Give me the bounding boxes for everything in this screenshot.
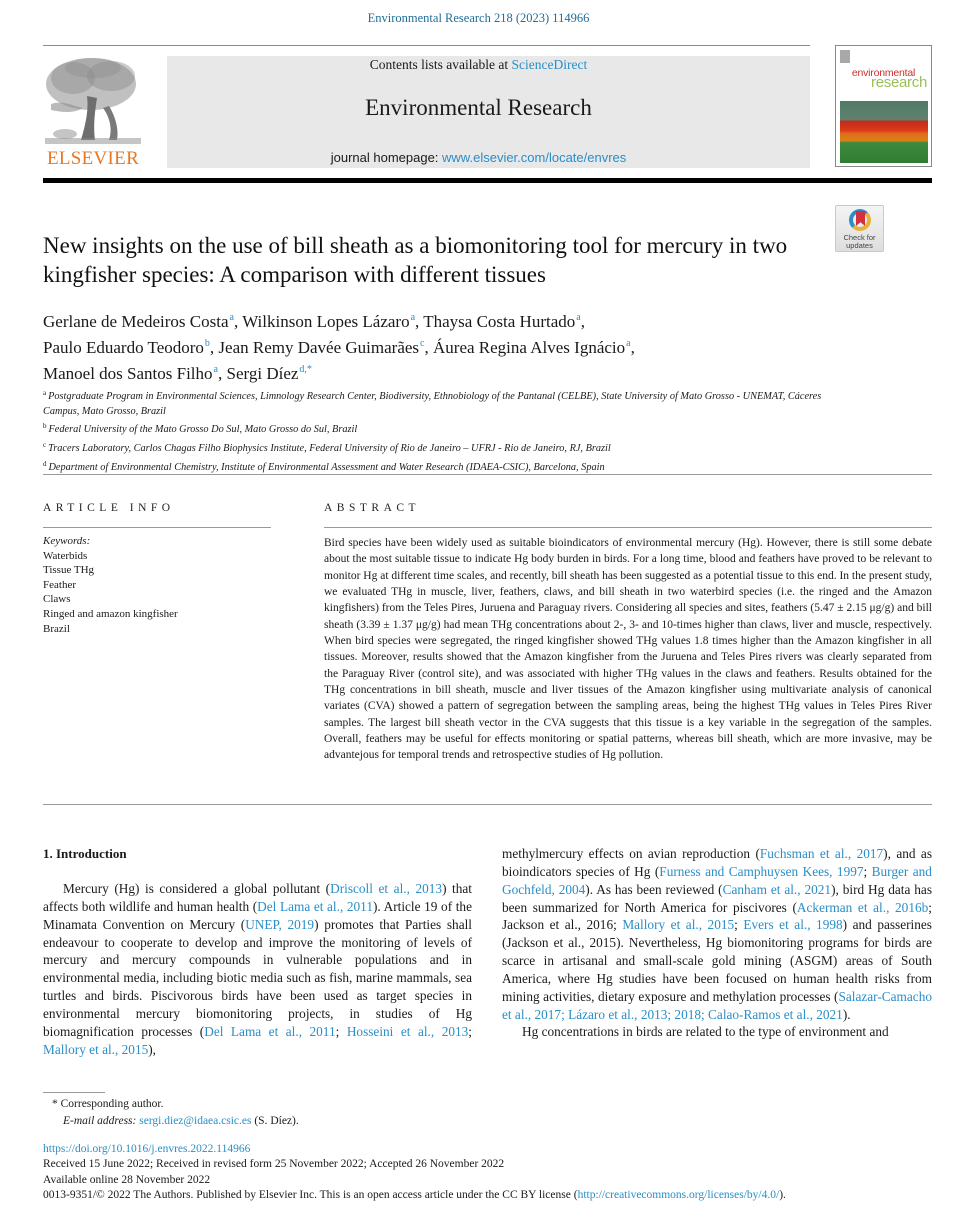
- body-text: ).: [842, 1006, 851, 1022]
- running-head: Environmental Research 218 (2023) 114966: [367, 11, 590, 25]
- body-text: ;: [734, 917, 744, 933]
- author-separator: ,: [218, 364, 227, 383]
- keyword-item: Tissue THg: [43, 564, 95, 577]
- keyword-item: Feather: [43, 578, 76, 591]
- author-affiliation-marker[interactable]: d,*: [299, 364, 312, 375]
- keyword-item: Ringed and amazon kingfisher: [43, 607, 178, 620]
- abstract-rule: [324, 527, 932, 528]
- abstract-text: Bird species have been widely used as suitable bioindicators of environmental mercury (Hg). However, there is still some debate about the most suitable tissue to indicate Hg body burden in birds. For a long time, blood and feathers have proved to be relevant to monitor Hg at different time scales, and recently, bill sheath has been suggested as a potential tissue to this end. In the present study, we evaluated THg in muscle, liver, feathers, claws, and bill sheath in two waterbird species (i.e. the ringed and the Amazon kingfishers) from the Teles Pires, Juruena and Paraguay rivers. Considering all species and sites, feathers (5.47 ± 2.15 μg/g) and bill sheath (3.39 ± 1.37 μg/g) had mean THg concentrations about 2-, 3- and 10-times higher than claws, liver and muscle, respectively. When bird species were segregated, the ringed kingfisher showed THg values 1.8 times higher than the Amazon kingfisher in all tissues. Moreover, results showed that the Amazon kingfisher from the Juruena and Teles Pires rivers was clearly separated from the Paraguay River (control site), and was associated with higher THg values in the claws and feathers. Results obtained for the THg concentrations in bill sheath, muscle and liver tissues of the Amazon kingfisher using multivariate analysis of canonical variates (CVA) showed a pattern of segregation between the sampling areas, being the highest THg values in Teles Pires River samples. The largest bill sheath vector in the CVA suggests that this tissue is a key variable in the segregation of the samples. Overall, feathers may be useful for effects monitoring or spatial patterns, whereas bill sheath, which are more invasive, may be advantejous for temporal trends and retrospective studies of Hg pollution.: [324, 537, 932, 762]
- affiliation-c: [43, 438, 843, 457]
- author-affiliation-marker[interactable]: b: [204, 338, 210, 349]
- author-name[interactable]: Sergi Díez: [226, 364, 299, 383]
- citation-link[interactable]: Del Lama et al., 2011: [204, 1023, 336, 1039]
- author-list: [43, 307, 823, 385]
- author-separator: ,: [233, 312, 243, 331]
- affiliation-text: Federal University of the Mato Grosso Do Sul, Mato Grosso do Sul, Brazil: [48, 424, 358, 436]
- cover-title-line-2: research: [871, 74, 927, 91]
- intro-paragraph-1: [43, 880, 472, 1058]
- author-affiliation-marker[interactable]: a: [213, 364, 218, 375]
- body-text: ;: [468, 1023, 472, 1039]
- citation-link[interactable]: Fuchsman et al., 2017: [759, 846, 884, 861]
- available-online: Available online 28 November 2022: [43, 1173, 211, 1186]
- body-text: ;: [335, 1023, 347, 1039]
- homepage-prefix: journal homepage:: [330, 150, 443, 165]
- keyword-item: Waterbids: [43, 549, 88, 562]
- affiliation-text: Department of Environmental Chemistry, Institute of Environmental Assessment and Water Research (IDAEA-CSIC), Barcelona, Spain: [48, 461, 605, 473]
- keywords-label: Keywords:: [43, 535, 91, 547]
- email-label: E-mail address:: [63, 1115, 137, 1127]
- body-text: ). Article 19 of the Minamata Convention on Mercury (: [43, 898, 472, 932]
- homepage-link[interactable]: www.elsevier.com/locate/envres: [442, 150, 627, 165]
- affiliation-b: [43, 419, 843, 438]
- author-affiliation-marker[interactable]: a: [410, 312, 416, 323]
- author-affiliation-marker[interactable]: c: [420, 338, 425, 349]
- article-info-rule: [43, 527, 271, 528]
- body-text: Mercury (Hg) is considered a global pollutant (: [63, 881, 331, 896]
- body-text: ),: [148, 1041, 157, 1057]
- citation-link[interactable]: Hosseini et al., 2013: [346, 1023, 469, 1039]
- intro-right-column: [502, 845, 932, 1041]
- doi-link[interactable]: https://doi.org/10.1016/j.envres.2022.114966: [43, 1143, 251, 1155]
- body-text: ), bird Hg data has been summarized for North America for piscivores (: [502, 881, 932, 915]
- author-separator: ,: [580, 312, 585, 331]
- introduction-heading: 1. Introduction: [43, 846, 127, 861]
- citation-link[interactable]: Evers et al., 1998: [743, 917, 843, 933]
- abstract-divider: [43, 804, 932, 805]
- keyword-list: [43, 549, 273, 637]
- keyword-item: Brazil: [43, 622, 70, 635]
- author-affiliation-marker[interactable]: a: [626, 338, 631, 349]
- author-separator: ,: [630, 338, 635, 357]
- footnote-rule: [43, 1092, 105, 1093]
- contents-line: [0, 57, 957, 73]
- cover-image: [840, 101, 928, 163]
- license-link[interactable]: http://creativecommons.org/licenses/by/4.0/: [577, 1188, 780, 1201]
- citation-link[interactable]: Furness and Camphuysen Kees, 1997: [659, 863, 864, 879]
- citation-link[interactable]: Del Lama et al., 2011: [257, 898, 373, 914]
- elsevier-wordmark: ELSEVIER: [46, 148, 140, 169]
- citation-link[interactable]: UNEP, 2019: [245, 916, 315, 932]
- journal-banner: [167, 56, 810, 168]
- citation-link[interactable]: Burger and Gochfeld, 2004: [502, 863, 932, 897]
- affiliation-marker: b: [43, 422, 47, 431]
- body-text: ). As has been reviewed (: [585, 881, 723, 897]
- author-name[interactable]: Manoel dos Santos Filho: [43, 364, 213, 383]
- article-title: New insights on the use of bill sheath as a biomonitoring tool for mercury in two kingfisher species: A comparison with different tissues: [43, 233, 788, 287]
- citation-link[interactable]: Salazar-Camacho et al., 2017; Lázaro et al., 2013; 2018; Calao-Ramos et al., 2021: [502, 988, 932, 1022]
- corresponding-author-note: * Corresponding author.: [52, 1098, 164, 1110]
- email-link[interactable]: sergi.diez@idaea.csic.es: [139, 1115, 252, 1127]
- intro-paragraph-1-continued: [502, 845, 932, 1023]
- received-dates: Received 15 June 2022; Received in revised form 25 November 2022; Accepted 26 November 2022: [43, 1158, 505, 1171]
- body-text: ) that affects both wildlife and human health (: [43, 881, 472, 914]
- check-for-updates-label: Check for updates: [843, 233, 876, 250]
- email-note: [52, 1113, 299, 1130]
- check-for-updates-button[interactable]: [835, 205, 884, 252]
- body-text: ; Jackson et al., 2016;: [502, 899, 932, 933]
- abstract-heading: ABSTRACT: [324, 502, 421, 514]
- affiliation-marker: a: [43, 389, 47, 397]
- body-text: ) and passerines (Jackson et al., 2015). Nevertheless, Hg biomonitoring programs for birds are scarce in artisanal and small-scale gold mining (ASGM) areas of South America, where Hg studies have been focused on human health risks from mining activities, dietary exposure and methylation processes (: [502, 917, 932, 1004]
- license-suffix: ).: [779, 1188, 786, 1201]
- author-affiliation-marker[interactable]: a: [229, 312, 234, 323]
- article-info-heading: ARTICLE INFO: [43, 502, 175, 514]
- keywords-block: [43, 534, 273, 636]
- body-text: methylmercury effects on avian reproduction (: [502, 846, 760, 861]
- author-separator: ,: [209, 338, 219, 357]
- keyword-item: Claws: [43, 593, 71, 606]
- cover-title-line-1: environmental: [851, 67, 916, 79]
- affiliation-text: Tracers Laboratory, Carlos Chagas Filho Biophysics Institute, Federal University of Rio de Janeiro – UFRJ - Rio de Janeiro, RJ, Brazil: [48, 443, 611, 455]
- contents-prefix: Contents lists available at: [369, 57, 512, 72]
- author-separator: ,: [424, 338, 433, 357]
- affiliation-list: [43, 386, 843, 476]
- body-text: ) promotes that Parties shall endeavour to cooperate to develop and improve the monitoring of levels of mercury and mercury compounds in vulnerable populations and in environmental media, including biotic media such as fish, marine mammals, sea turtles and birds. Piscivorous birds have been used as target species in environmental mercury biomonitoring projects, in studies of Hg biomagnification processes (: [43, 916, 472, 1039]
- journal-title: Environmental Research: [365, 95, 592, 120]
- masthead-thick-rule: [43, 178, 932, 183]
- author-name[interactable]: Jean Remy Davée Guimarães: [218, 338, 420, 357]
- affiliation-marker: d: [43, 459, 47, 468]
- email-suffix: (S. Díez).: [251, 1115, 299, 1127]
- author-name[interactable]: Gerlane de Medeiros Costa: [43, 312, 229, 331]
- footnotes: [52, 1096, 299, 1130]
- affiliation-marker: c: [43, 441, 47, 450]
- intro-paragraph-2: Hg concentrations in birds are related to the type of environment and: [522, 1024, 889, 1040]
- license-line: [43, 1188, 943, 1203]
- journal-cover[interactable]: [835, 45, 932, 167]
- journal-homepage: [0, 150, 957, 165]
- affiliation-a: [43, 386, 843, 419]
- author-separator: ,: [415, 312, 424, 331]
- author-name[interactable]: Paulo Eduardo Teodoro: [43, 338, 204, 357]
- body-text: ;: [863, 863, 872, 879]
- cover-elsevier-icon: [840, 50, 850, 63]
- license-prefix: 0013-9351/© 2022 The Authors. Published by Elsevier Inc. This is an open access article under the CC BY license (: [43, 1188, 578, 1201]
- affiliation-d: [43, 457, 843, 476]
- sciencedirect-link[interactable]: ScienceDirect: [511, 57, 588, 72]
- author-name[interactable]: Wilkinson Lopes Lázaro: [242, 312, 410, 331]
- citation-link[interactable]: Mallory et al., 2015: [622, 917, 735, 933]
- author-name[interactable]: Thaysa Costa Hurtado: [423, 312, 576, 331]
- author-affiliation-marker[interactable]: a: [576, 312, 581, 323]
- author-name[interactable]: Áurea Regina Alves Ignácio: [433, 338, 626, 357]
- intro-left-column: [43, 880, 472, 1058]
- body-text: ), and as bioindicators species of Hg (: [502, 846, 932, 879]
- citation-link[interactable]: Mallory et al., 2015: [43, 1041, 149, 1057]
- publication-info: [43, 1142, 943, 1203]
- affiliation-text: Postgraduate Program in Environmental Sciences, Limnology Research Center, Biodiversity, Ethnobiology of the Pantanal (CELBE), State University of Mato Grosso - UNEMAT, Cáceres Campus, Mato Grosso, Brazil: [43, 391, 822, 417]
- citation-link[interactable]: Driscoll et al., 2013: [330, 881, 443, 896]
- affiliation-divider: [43, 474, 932, 475]
- citation-link[interactable]: Ackerman et al., 2016b: [796, 899, 929, 915]
- citation-link[interactable]: Canham et al., 2021: [722, 881, 832, 897]
